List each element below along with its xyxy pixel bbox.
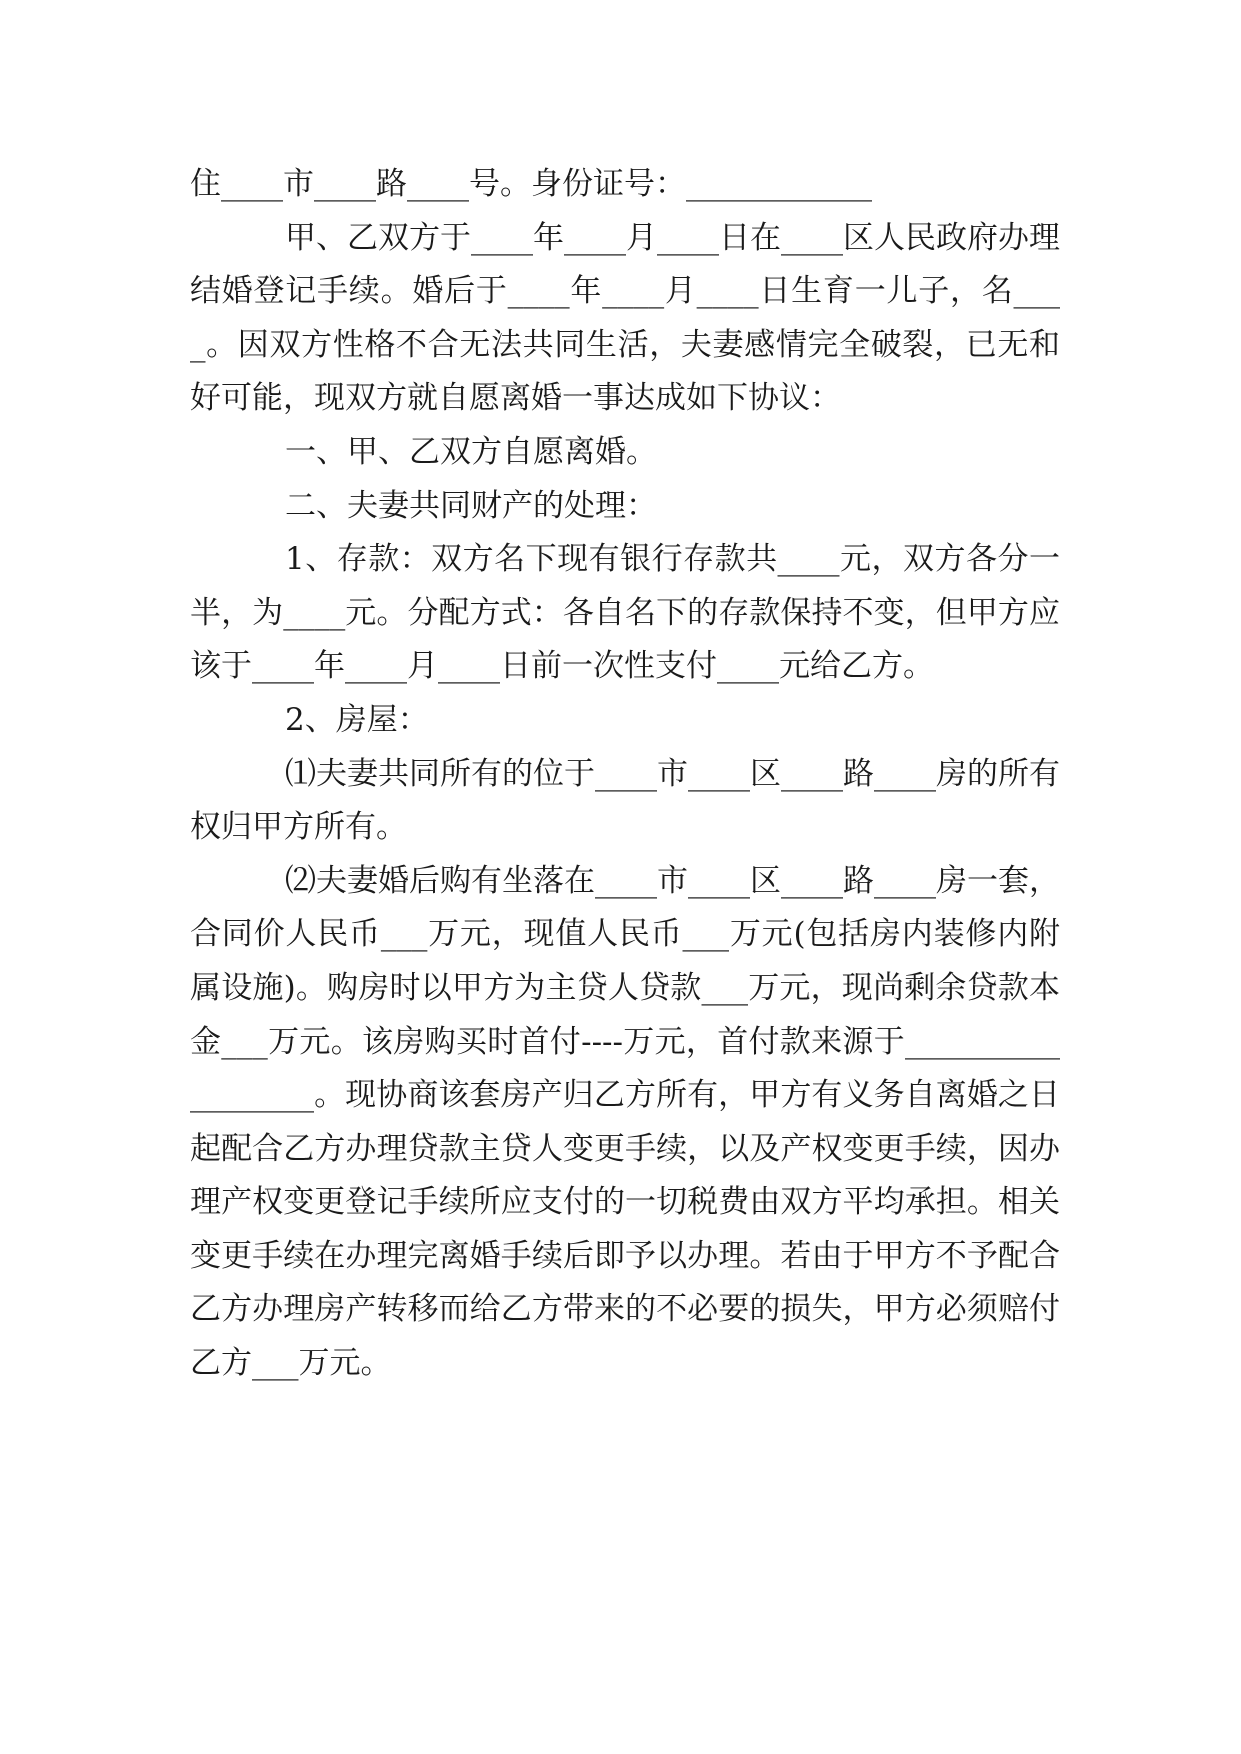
paragraph-clause-2-heading: 二、夫妻共同财产的处理： (285, 487, 657, 524)
paragraph-housing-item-1: ⑴夫妻共同所有的位于____市____区____路____房的所有权归甲方所有。 (190, 755, 1060, 846)
document-body (190, 158, 1060, 1391)
paragraph-deposits: 1、存款：双方名下现有银行存款共____元，双方各分一半，为____元。分配方式：各自名下的存款保持不变，但甲方应该于____年____月____日前一次性支付____元给乙方。 (190, 541, 1060, 685)
paragraph-clause-1-divorce: 一、甲、乙双方自愿离婚。 (285, 433, 657, 470)
paragraph-housing-item-2: ⑵夫妻婚后购有坐落在____市____区____路____房一套，合同价人民币___万元，现值人民币___万元(包括房内装修内附属设施)。购房时以甲方为主贷人贷款___万元，现尚剩余贷款本金___万元。该房购买时首付----万元，首付款来源于__________________。现协商该套房产归乙方所有，甲方有义务自离婚之日起配合乙方办理贷款主贷人变更手续，以及产权变更手续，因办理产权变更登记手续所应支付的一切税费由双方平均承担。相关变更手续在办理完离婚手续后即予以办理。若由于甲方不予配合乙方办理房产转移而给乙方带来的不必要的损失，甲方必须赔付乙方___万元。 (190, 862, 1060, 1382)
paragraph-marriage-background: 甲、乙双方于____年____月____日在____区人民政府办理结婚登记手续。婚后于____年____月____日生育一儿子，名____。因双方性格不合无法共同生活，夫妻感情完全破裂，已无和好可能，现双方就自愿离婚一事达成如下协议： (190, 219, 1060, 417)
paragraph-housing-heading: 2、房屋： (285, 701, 429, 738)
paragraph-address: 住____市____路____号。身份证号：____________ (190, 166, 872, 202)
